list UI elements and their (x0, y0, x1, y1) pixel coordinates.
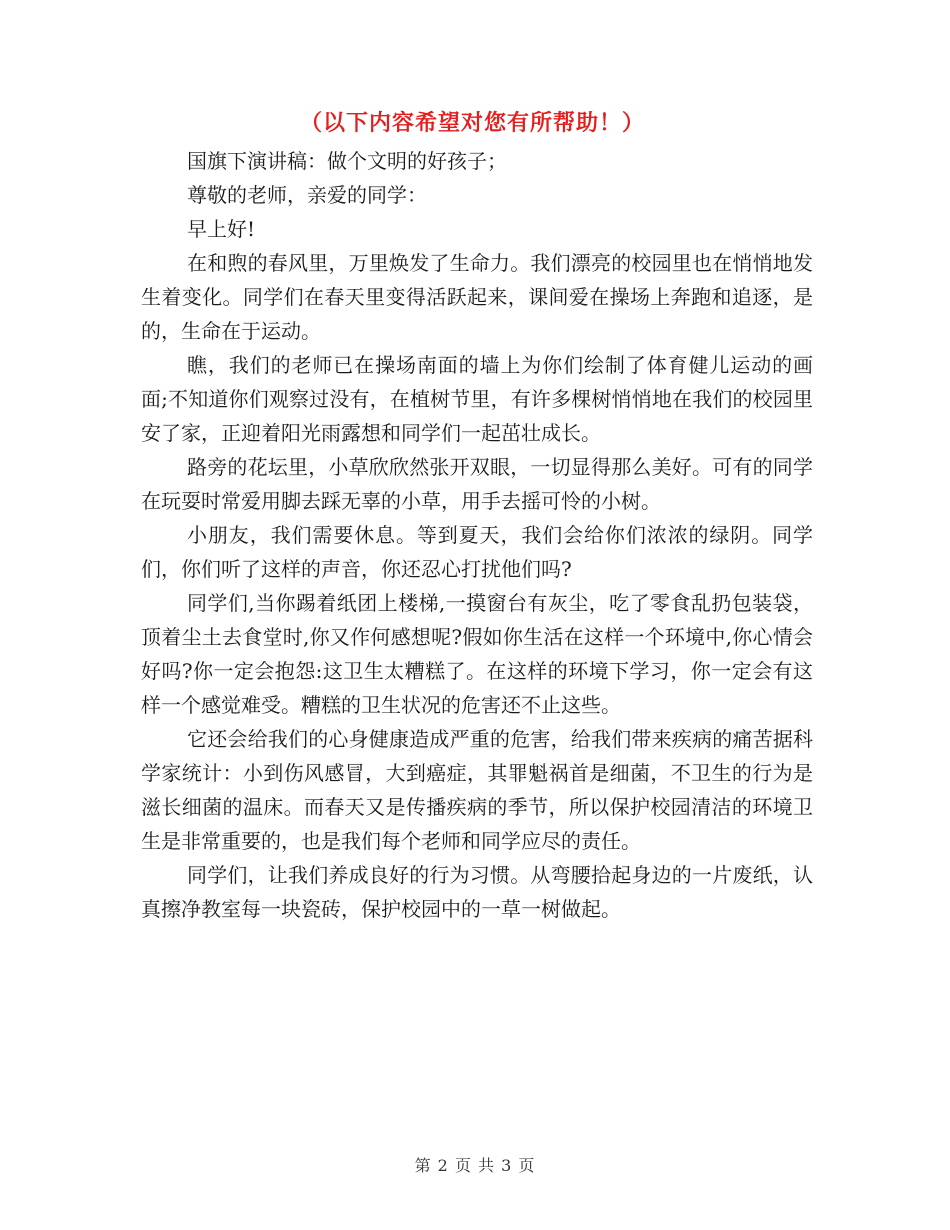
helpful-notice: （以下内容希望对您有所帮助！） (300, 110, 646, 136)
paragraph: 同学们,当你踢着纸团上楼梯,一摸窗台有灰尘，吃了零食乱扔包装袋，顶着尘土去食堂时,你又作何感想呢?假如你生活在这样一个环境中,你心情会好吗?你一定会抱怨:这卫生太糟糕了。在这样的环境下学习，你一定会有这样一个感觉难受。糟糕的卫生状况的危害还不止这些。 (141, 591, 813, 717)
paragraph: 小朋友，我们需要休息。等到夏天，我们会给你们浓浓的绿阴。同学们，你们听了这样的声音，你还忍心打扰他们吗? (141, 523, 813, 581)
greeting: 早上好! (187, 217, 256, 241)
salutation: 尊敬的老师，亲爱的同学： (187, 183, 427, 207)
page-number: 第 2 页 共 3 页 (414, 1156, 536, 1175)
paragraph: 路旁的花坛里，小草欣欣然张开双眼，一切显得那么美好。可有的同学在玩耍时常爱用脚去踩无辜的小草，用手去摇可怜的小树。 (141, 455, 813, 513)
paragraph: 瞧，我们的老师已在操场南面的墙上为你们绘制了体育健儿运动的画面;不知道你们观察过没有，在植树节里，有许多棵树悄悄地在我们的校园里安了家，正迎着阳光雨露想和同学们一起茁壮成长。 (141, 353, 813, 445)
speech-body (141, 144, 813, 926)
paragraph: 在和煦的春风里，万里焕发了生命力。我们漂亮的校园里也在悄悄地发生着变化。同学们在春天里变得活跃起来，课间爱在操场上奔跑和追逐，是的，生命在于运动。 (141, 251, 813, 343)
paragraph: 同学们，让我们养成良好的行为习惯。从弯腰拾起身边的一片废纸，认真擦净教室每一块瓷砖，保护校园中的一草一树做起。 (141, 863, 813, 921)
paragraph: 它还会给我们的心身健康造成严重的危害，给我们带来疾病的痛苦据科学家统计：小到伤风感冒，大到癌症，其罪魁祸首是细菌，不卫生的行为是滋长细菌的温床。而春天又是传播疾病的季节，所以保护校园清洁的环境卫生是非常重要的，也是我们每个老师和同学应尽的责任。 (141, 727, 813, 853)
speech-title: 国旗下演讲稿：做个文明的好孩子； (187, 149, 507, 173)
